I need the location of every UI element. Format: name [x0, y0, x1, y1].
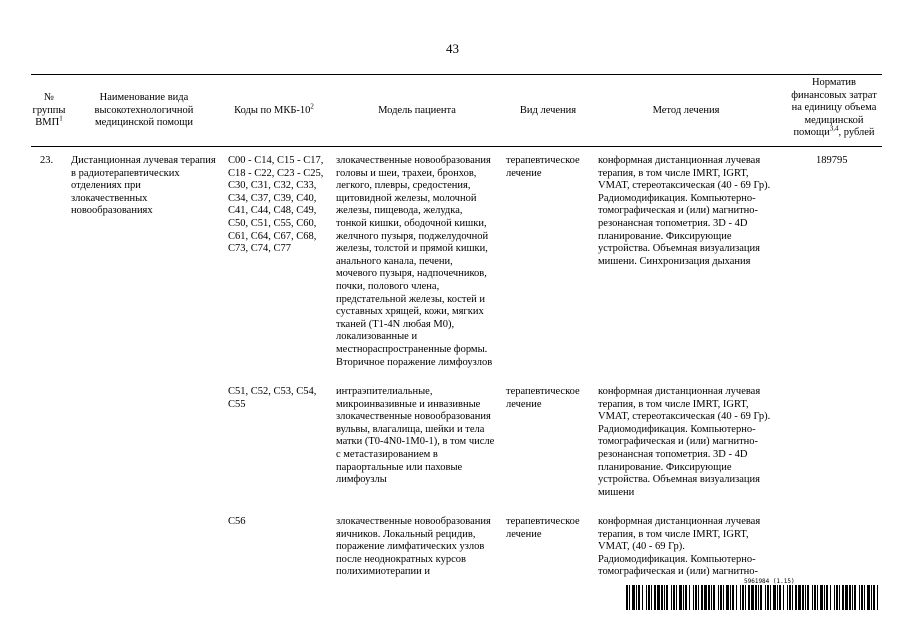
- barcode-label: 5961984 (1.15): [744, 578, 795, 585]
- header-treatment-type: Вид лечения: [519, 104, 577, 116]
- page-number: 43: [446, 41, 459, 56]
- row-group-number: 23.: [40, 155, 54, 166]
- header-patient-model: Модель пациента: [378, 104, 456, 116]
- barcode-icon: [626, 585, 878, 610]
- row-treatment-type: терапевтическое лечение: [506, 516, 580, 540]
- row-patient-model: злокачественные новообразования головы и шеи, трахеи, бронхов, легкого, плевры, средостения, щитовидной железы, молочной железы, пищевода, желудка, тонкой кишки, ободочной кишки, желчного пузыря, поджелудочной железы, толстой и прямой кишки, анального канала, печени, мочевого пузыря, надпочечников, почки, полового члена, предстательной железы, костей и суставных хрящей, кожи, мягких тканей (T1-4N любая M0), локализованные и местнораспространенные формы. Вторичное поражение лимфоузлов: [336, 155, 493, 368]
- row-cost-norm: 189795: [816, 155, 848, 166]
- row-treatment-method: конформная дистанционная лучевая терапия, в том числе IMRT, IGRT, VMAT, стереотаксическая (40 - 69 Гр). Радиомодификация. Компьютерно- томографическая и (или) магнитно- резонансная топометрия. 3D - 4D планирование. Фиксирующие устройства. Объемная визуализация мишени: [598, 386, 771, 498]
- row-treatment-method: конформная дистанционная лучевая терапия, в том числе IMRT, IGRT, VMAT, (40 - 69 Гр). Радиомодификация. Компьютерно- томографическая и (или) магнитно-: [598, 516, 761, 578]
- row-icd-codes: C56: [228, 516, 246, 527]
- row-treatment-type: терапевтическое лечение: [506, 386, 580, 410]
- table-header-rule: [31, 146, 882, 147]
- header-treatment-method: Метод лечения: [652, 104, 720, 116]
- row-treatment-type: терапевтическое лечение: [506, 155, 580, 179]
- row-patient-model: злокачественные новообразования яичников. Локальный рецидив, поражение лимфатических узлов после неоднократных курсов полихимиотерапии и: [336, 516, 491, 578]
- table-top-rule: [31, 74, 882, 75]
- row-patient-model: интраэпителиальные, микроинвазивные и инвазивные злокачественные новообразования вульвы, влагалища, шейки и тела матки (T0-4N0-1M0-1), в том числе с метастазированием в параортальные или паховые лимфоузлы: [336, 386, 495, 486]
- row-treatment-method: конформная дистанционная лучевая терапия, в том числе IMRT, IGRT, VMAT, стереотаксическая (40 - 69 Гр). Радиомодификация. Компьютерно- томографическая и (или) магнитно- резонансная топометрия. 3D - 4D планирование. Фиксирующие устройства. Объемная визуализация мишени. Синхронизация дыхания: [598, 155, 771, 267]
- header-cost-norm: Норматив финансовых затрат на единицу объема медицинской помощи$^{3,4}$, рублей: [791, 77, 877, 139]
- header-icd-codes: Коды по МКБ-$10^2$: [234, 102, 314, 116]
- row-care-type: Дистанционная лучевая терапия в радиотерапевтических отделениях при злокачественных новообразованиях: [71, 155, 216, 217]
- header-group: № группы ВМП$^1$: [32, 92, 66, 129]
- row-icd-codes: C51, C52, C53, C54, C55: [228, 386, 317, 410]
- row-icd-codes: C00 - C14, C15 - C17, C18 - C22, C23 - C25, C30, C31, C32, C33, C34, C37, C39, C40, C41, C44, C48, C49, C50, C51, C55, C60, C61, C64, C67, C68, C73, C74, C77: [228, 155, 324, 255]
- header-care-type: Наименование вида высокотехнологичной медицинской помощи: [94, 92, 194, 129]
